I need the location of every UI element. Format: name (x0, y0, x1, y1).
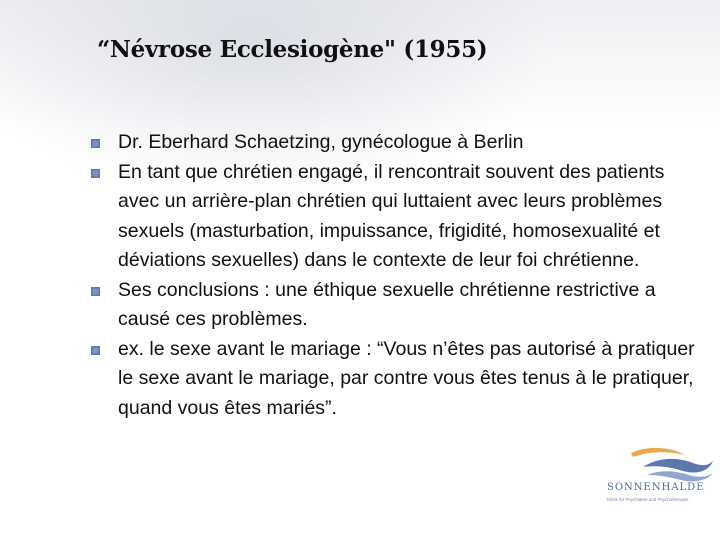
bullet-item (0, 276, 698, 335)
sonnenhalde-logo (603, 445, 715, 520)
slide-title: “Névrose Ecclesiogène" (1955) (97, 36, 488, 63)
bullet-item (0, 128, 698, 158)
bullet-text: Dr. Eberhard Schaetzing, gynécologue à Berlin (118, 131, 524, 153)
square-bullet-icon (91, 346, 100, 355)
bullet-list (0, 128, 720, 423)
square-bullet-icon (91, 287, 100, 296)
bullet-item (0, 158, 698, 276)
bullet-text: Ses conclusions : une éthique sexuelle chrétienne restrictive a causé ces problèmes. (118, 278, 656, 330)
bullet-text: En tant que chrétien engagé, il rencontrait souvent des patients avec un arrière-plan chrétien qui luttaient avec leurs problèmes sexuels (masturbation, impuissance, frigidité, homosexualité et déviations sexuelles) dans le contexte de leur foi chrétienne. (118, 160, 665, 271)
wave-logo-icon (603, 445, 715, 483)
logo-name: SONNENHALDE (607, 482, 705, 493)
square-bullet-icon (91, 139, 100, 148)
logo-subtitle: Klinik für Psychiatrie und Psychotherapie (607, 497, 689, 502)
bullet-item (0, 335, 698, 424)
square-bullet-icon (91, 169, 100, 178)
bullet-text: ex. le sexe avant le mariage : “Vous n’êtes pas autorisé à pratiquer le sexe avant le mariage, par contre vous êtes tenus à le pratiquer, quand vous êtes mariés”. (118, 337, 695, 419)
